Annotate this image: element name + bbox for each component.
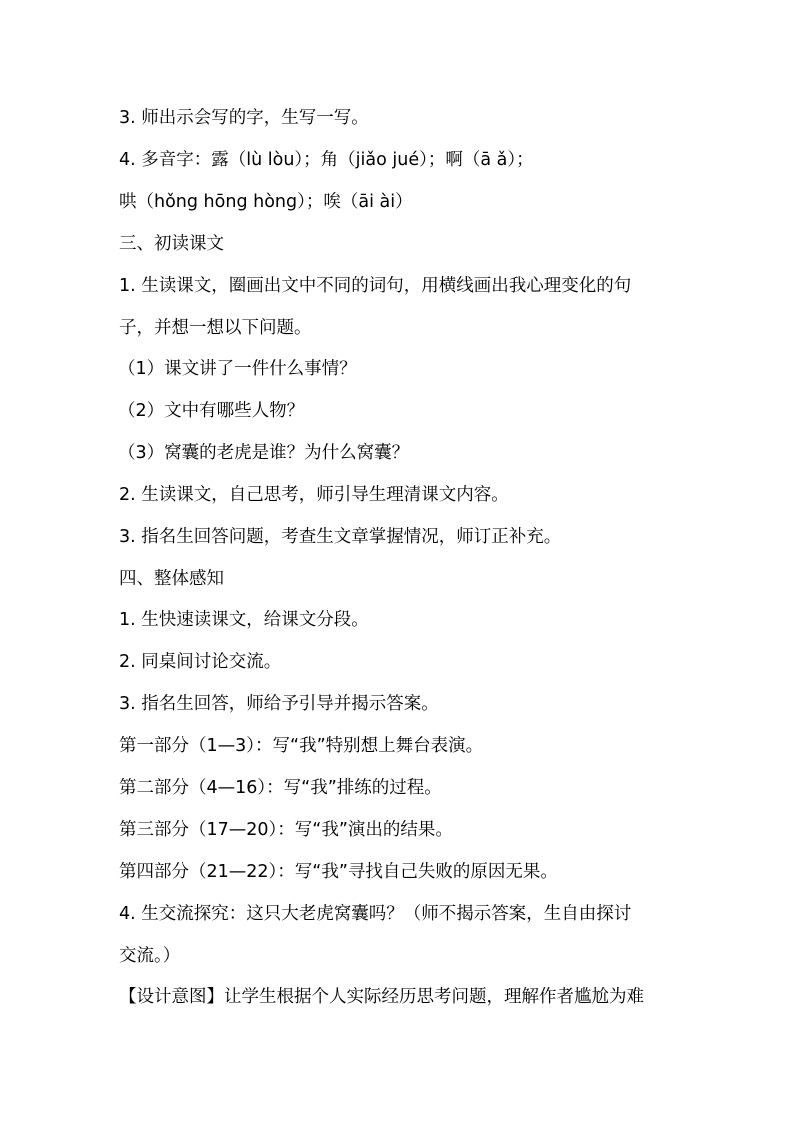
part-2: 第二部分（4—16）：写“我”排练的过程。 [119,778,442,798]
part-4: 第四部分（21—22）：写“我”寻找自己失败的原因无果。 [119,862,558,882]
reading-step-3: 3. 指名生回答问题，考查生文章掌握情况，师订正补充。 [119,527,562,547]
part-1: 第一部分（1—3）：写“我”特别想上舞台表演。 [119,736,484,756]
step-4-polyphonic-characters: 4. 多音字：露（lù lòu）；角（jiǎo jué）；啊（ā ǎ）； [119,150,534,170]
perception-step-4: 4. 生交流探究：这只大老虎窝囊吗？（师不揭示答案，生自由探讨 [119,904,632,924]
section-heading-overall-perception: 四、整体感知 [119,569,224,589]
step-3-write-characters: 3. 师出示会写的字，生写一写。 [119,108,369,128]
part-3: 第三部分（17—20）：写“我”演出的结果。 [119,820,453,840]
question-1: （1）课文讲了一件什么事情？ [118,359,357,379]
question-3: （3）窝囊的老虎是谁？为什么窝囊？ [118,443,410,463]
reading-step-2: 2. 生读课文，自己思考，师引导生理清课文内容。 [119,485,509,505]
question-2: （2）文中有哪些人物？ [118,401,305,421]
perception-step-3: 3. 指名生回答，师给予引导并揭示答案。 [119,694,439,714]
design-intent: 【设计意图】让学生根据个人实际经历思考问题，理解作者尴尬为难 [119,987,644,1007]
reading-step-1-continued: 子，并想一想以下问题。 [119,318,312,338]
section-heading-first-reading: 三、初读课文 [119,234,224,254]
perception-step-1: 1. 生快速读课文，给课文分段。 [119,610,369,630]
step-4-polyphonic-continued: 哄（hǒng hōng hòng）；唉（āi ài） [119,192,413,212]
perception-step-4-continued: 交流。） [119,946,181,966]
reading-step-1: 1. 生读课文，圈画出文中不同的词句，用横线画出我心理变化的句 [119,276,632,296]
perception-step-2: 2. 同桌间讨论交流。 [119,652,282,672]
